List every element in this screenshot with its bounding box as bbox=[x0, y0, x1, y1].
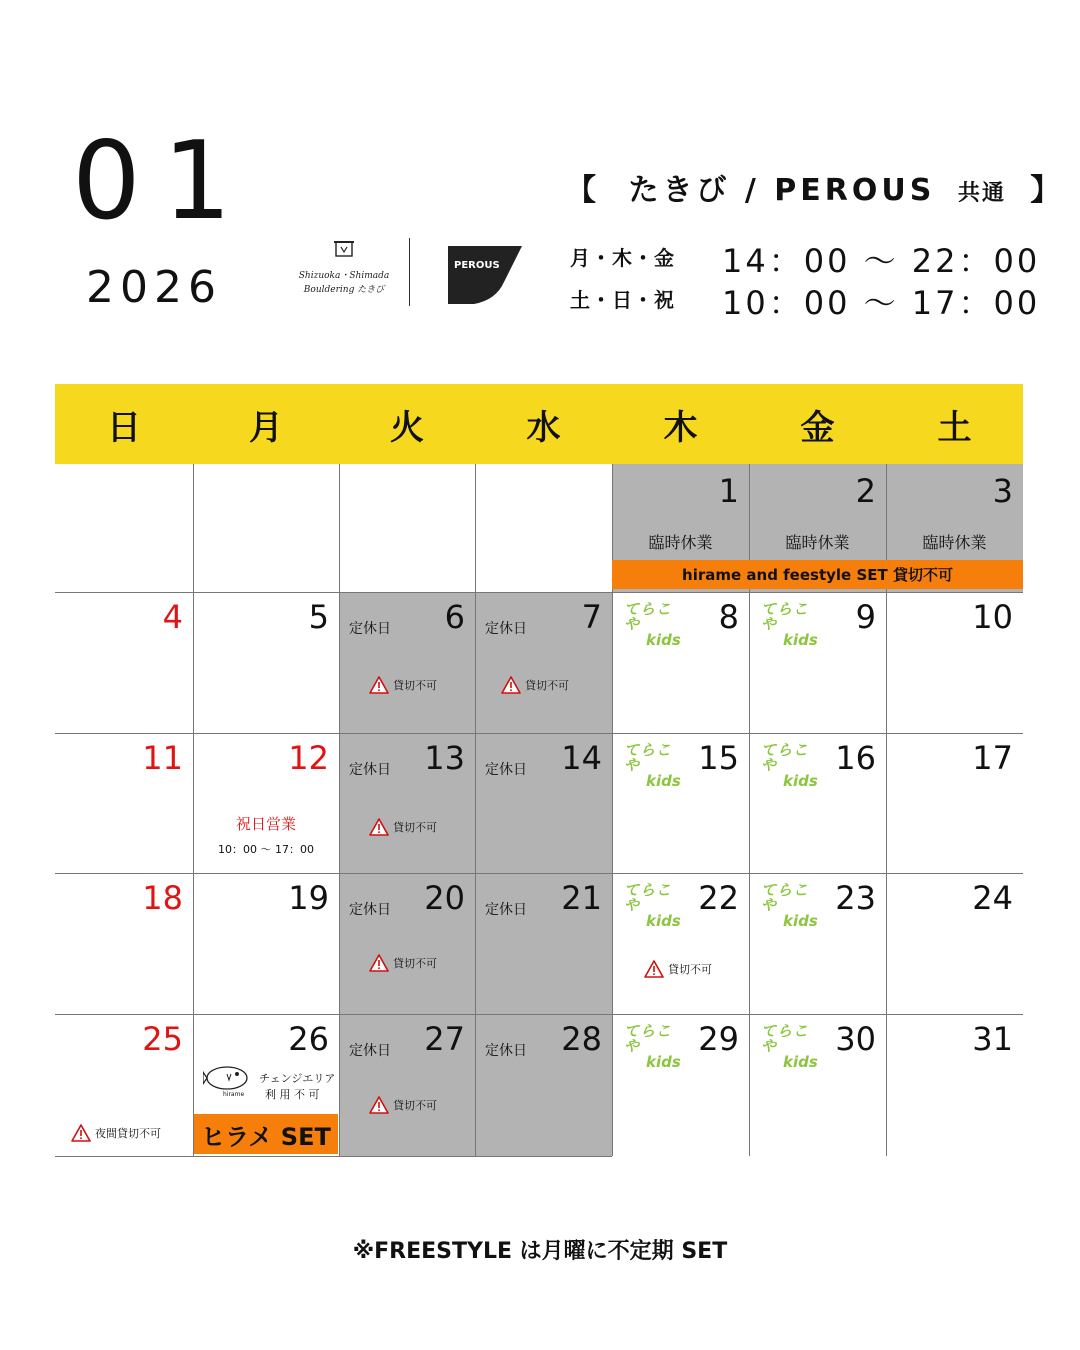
hirame-set-banner: ヒラメ SET bbox=[194, 1114, 338, 1154]
grid-hline bbox=[55, 592, 1023, 593]
no-charter-warning bbox=[71, 1124, 161, 1142]
warning-icon bbox=[369, 676, 389, 694]
grid-hline bbox=[55, 733, 1023, 734]
day-cell bbox=[886, 733, 1023, 873]
kids-line1: てらこや bbox=[761, 600, 810, 633]
weekday-thu: 木 bbox=[663, 407, 698, 448]
kids-line2: kids bbox=[646, 631, 681, 649]
closed-label: 定休日 bbox=[485, 902, 527, 918]
kids-line1: てらこや bbox=[624, 881, 673, 914]
no-charter-warning bbox=[501, 676, 569, 694]
day-number: 16 bbox=[835, 739, 876, 777]
warning-text: 夜間貸切不可 bbox=[95, 1127, 161, 1140]
terakoya-kids-logo bbox=[761, 881, 823, 930]
month-number: 01 bbox=[72, 119, 254, 244]
warning-text: 貸切不可 bbox=[393, 821, 437, 834]
unavailable-label: 利 用 不 可 bbox=[265, 1088, 320, 1101]
day-cell bbox=[193, 464, 339, 592]
weekday-sun: 日 bbox=[107, 407, 141, 448]
day-number: 31 bbox=[972, 1020, 1013, 1058]
grid-hline bbox=[55, 873, 1023, 874]
warning-text: 貸切不可 bbox=[525, 679, 569, 692]
day-cell bbox=[475, 733, 612, 873]
kids-line1: てらこや bbox=[761, 881, 810, 914]
schedule-days-2: 土・日・祝 bbox=[570, 288, 675, 312]
perous-shape-icon bbox=[446, 244, 524, 306]
no-charter-warning bbox=[369, 1096, 437, 1114]
day-cell bbox=[886, 873, 1023, 1014]
day-number: 8 bbox=[718, 598, 739, 636]
schedule-days-1: 月・木・金 bbox=[570, 246, 675, 270]
terakoya-kids-logo bbox=[761, 600, 823, 649]
day-number: 7 bbox=[581, 598, 602, 636]
day-number: 28 bbox=[561, 1020, 602, 1058]
closed-label: 定休日 bbox=[349, 621, 391, 637]
grid-hline-bottom bbox=[55, 1156, 612, 1157]
no-charter-warning bbox=[369, 954, 437, 972]
day-number: 24 bbox=[972, 879, 1013, 917]
day-cell bbox=[55, 873, 193, 1014]
day-number: 2 bbox=[855, 472, 876, 510]
day-cell bbox=[339, 733, 475, 873]
schedule-time-2: 10：00 ～ 17：00 bbox=[722, 284, 1041, 322]
terakoya-kids-logo bbox=[624, 741, 686, 790]
day-cell bbox=[475, 1014, 612, 1156]
kids-line1: てらこや bbox=[761, 1022, 810, 1055]
grid-vline bbox=[339, 464, 340, 1156]
day-number: 25 bbox=[142, 1020, 183, 1058]
weekday-mon: 月 bbox=[249, 407, 283, 448]
kids-line1: てらこや bbox=[761, 741, 810, 774]
weekday-wed: 水 bbox=[526, 407, 561, 448]
day-cell bbox=[55, 592, 193, 733]
day-cell bbox=[749, 592, 886, 733]
day-number: 1 bbox=[718, 472, 739, 510]
day-cell bbox=[749, 873, 886, 1014]
hirame-freestyle-banner: hirame and feestyle SET 貸切不可 bbox=[612, 560, 1023, 589]
terakoya-kids-logo bbox=[624, 1022, 686, 1071]
warning-icon bbox=[369, 818, 389, 836]
day-number: 17 bbox=[972, 739, 1013, 777]
day-number: 4 bbox=[162, 598, 183, 636]
kids-line2: kids bbox=[783, 1053, 818, 1071]
grid-hline bbox=[55, 1014, 1023, 1015]
kids-line2: kids bbox=[646, 772, 681, 790]
closed-label: 定休日 bbox=[349, 902, 391, 918]
weekday-fri: 金 bbox=[800, 407, 835, 448]
day-cell bbox=[612, 1014, 749, 1156]
day-number: 20 bbox=[424, 879, 465, 917]
day-cell bbox=[475, 464, 612, 592]
year: 2026 bbox=[86, 262, 222, 313]
day-number: 18 bbox=[142, 879, 183, 917]
warning-text: 貸切不可 bbox=[393, 957, 437, 970]
day-cell bbox=[612, 592, 749, 733]
warning-icon bbox=[71, 1124, 91, 1142]
holiday-open-time: 10：00 ～ 17：00 bbox=[218, 843, 314, 856]
day-number: 5 bbox=[308, 598, 329, 636]
day-number: 26 bbox=[288, 1020, 329, 1058]
day-number: 23 bbox=[835, 879, 876, 917]
closed-label: 定休日 bbox=[485, 762, 527, 778]
weekday-tue: 火 bbox=[390, 407, 424, 448]
kids-line2: kids bbox=[783, 912, 818, 930]
hirame-word: hirame bbox=[223, 1091, 245, 1098]
day-cell bbox=[55, 464, 193, 592]
day-cell bbox=[193, 592, 339, 733]
title-bracket-close: 】 bbox=[1030, 173, 1065, 208]
day-cell bbox=[886, 592, 1023, 733]
day-number: 6 bbox=[444, 598, 465, 636]
takibi-logo-line2: Bouldering たきび bbox=[303, 285, 385, 295]
day-number: 12 bbox=[288, 739, 329, 777]
kids-line2: kids bbox=[646, 912, 681, 930]
no-charter-warning bbox=[369, 818, 437, 836]
takibi-logo-line1: Shizuoka・Shimada bbox=[298, 271, 390, 281]
day-cell bbox=[886, 1014, 1023, 1156]
no-charter-warning bbox=[369, 676, 437, 694]
day-number: 10 bbox=[972, 598, 1013, 636]
terakoya-kids-logo bbox=[624, 881, 686, 930]
closed-label: 定休日 bbox=[349, 1043, 391, 1059]
day-number: 27 bbox=[424, 1020, 465, 1058]
grid-vline bbox=[475, 464, 476, 1156]
temp-closed-label: 臨時休業 bbox=[785, 533, 850, 552]
day-cell bbox=[193, 873, 339, 1014]
day-cell bbox=[612, 733, 749, 873]
day-cell bbox=[612, 873, 749, 1014]
perous-logo-text: PEROUS bbox=[454, 260, 500, 271]
day-cell bbox=[475, 592, 612, 733]
day-number: 22 bbox=[698, 879, 739, 917]
warning-icon bbox=[501, 676, 521, 694]
day-number: 9 bbox=[855, 598, 876, 636]
holiday-open-label: 祝日営業 bbox=[235, 815, 296, 833]
kids-line2: kids bbox=[783, 631, 818, 649]
day-cell bbox=[475, 873, 612, 1014]
weekday-header bbox=[55, 384, 1023, 464]
change-area-label: チェンジエリア bbox=[259, 1072, 336, 1085]
temp-closed-label: 臨時休業 bbox=[648, 533, 713, 552]
day-cell bbox=[749, 1014, 886, 1156]
terakoya-kids-logo bbox=[761, 741, 823, 790]
day-number: 13 bbox=[424, 739, 465, 777]
warning-text: 貸切不可 bbox=[393, 1099, 437, 1112]
grid-vline bbox=[193, 464, 194, 1156]
warning-text: 貸切不可 bbox=[668, 963, 712, 976]
logo-divider bbox=[409, 238, 410, 306]
day-number: 15 bbox=[698, 739, 739, 777]
closed-label: 定休日 bbox=[349, 762, 391, 778]
kids-line1: てらこや bbox=[624, 600, 673, 633]
title-bracket-open: 【 bbox=[566, 173, 600, 208]
day-number: 30 bbox=[835, 1020, 876, 1058]
kids-line1: てらこや bbox=[624, 1022, 673, 1055]
weekday-sat: 土 bbox=[937, 407, 972, 448]
takibi-logo bbox=[294, 240, 394, 302]
terakoya-kids-logo bbox=[624, 600, 686, 649]
day-number: 29 bbox=[698, 1020, 739, 1058]
title-main: たきび / PEROUS bbox=[628, 173, 936, 208]
day-number: 19 bbox=[288, 879, 329, 917]
day-number: 14 bbox=[561, 739, 602, 777]
day-cell bbox=[339, 464, 475, 592]
warning-text: 貸切不可 bbox=[393, 679, 437, 692]
day-cell bbox=[339, 592, 475, 733]
warning-icon bbox=[369, 1096, 389, 1114]
day-cell bbox=[339, 1014, 475, 1156]
header-title bbox=[566, 173, 1065, 208]
day-number: 3 bbox=[992, 472, 1013, 510]
day-number: 11 bbox=[142, 739, 183, 777]
day-number: 21 bbox=[561, 879, 602, 917]
temp-closed-label: 臨時休業 bbox=[922, 533, 987, 552]
schedule-time-1: 14：00 ～ 22：00 bbox=[722, 242, 1041, 280]
day-cell bbox=[749, 733, 886, 873]
day-cell bbox=[55, 733, 193, 873]
kids-line1: てらこや bbox=[624, 741, 673, 774]
perous-logo bbox=[446, 244, 524, 306]
closed-label: 定休日 bbox=[485, 1043, 527, 1059]
kids-line2: kids bbox=[783, 772, 818, 790]
warning-icon bbox=[644, 960, 664, 978]
day-cell bbox=[339, 873, 475, 1014]
footer-note: ※FREESTYLE は月曜に不定期 SET bbox=[352, 1239, 728, 1264]
kids-line2: kids bbox=[646, 1053, 681, 1071]
no-charter-warning bbox=[644, 960, 712, 978]
warning-icon bbox=[369, 954, 389, 972]
title-common: 共通 bbox=[957, 181, 1006, 206]
calendar-grid bbox=[55, 384, 1023, 1156]
closed-label: 定休日 bbox=[485, 621, 527, 637]
terakoya-kids-logo bbox=[761, 1022, 823, 1071]
